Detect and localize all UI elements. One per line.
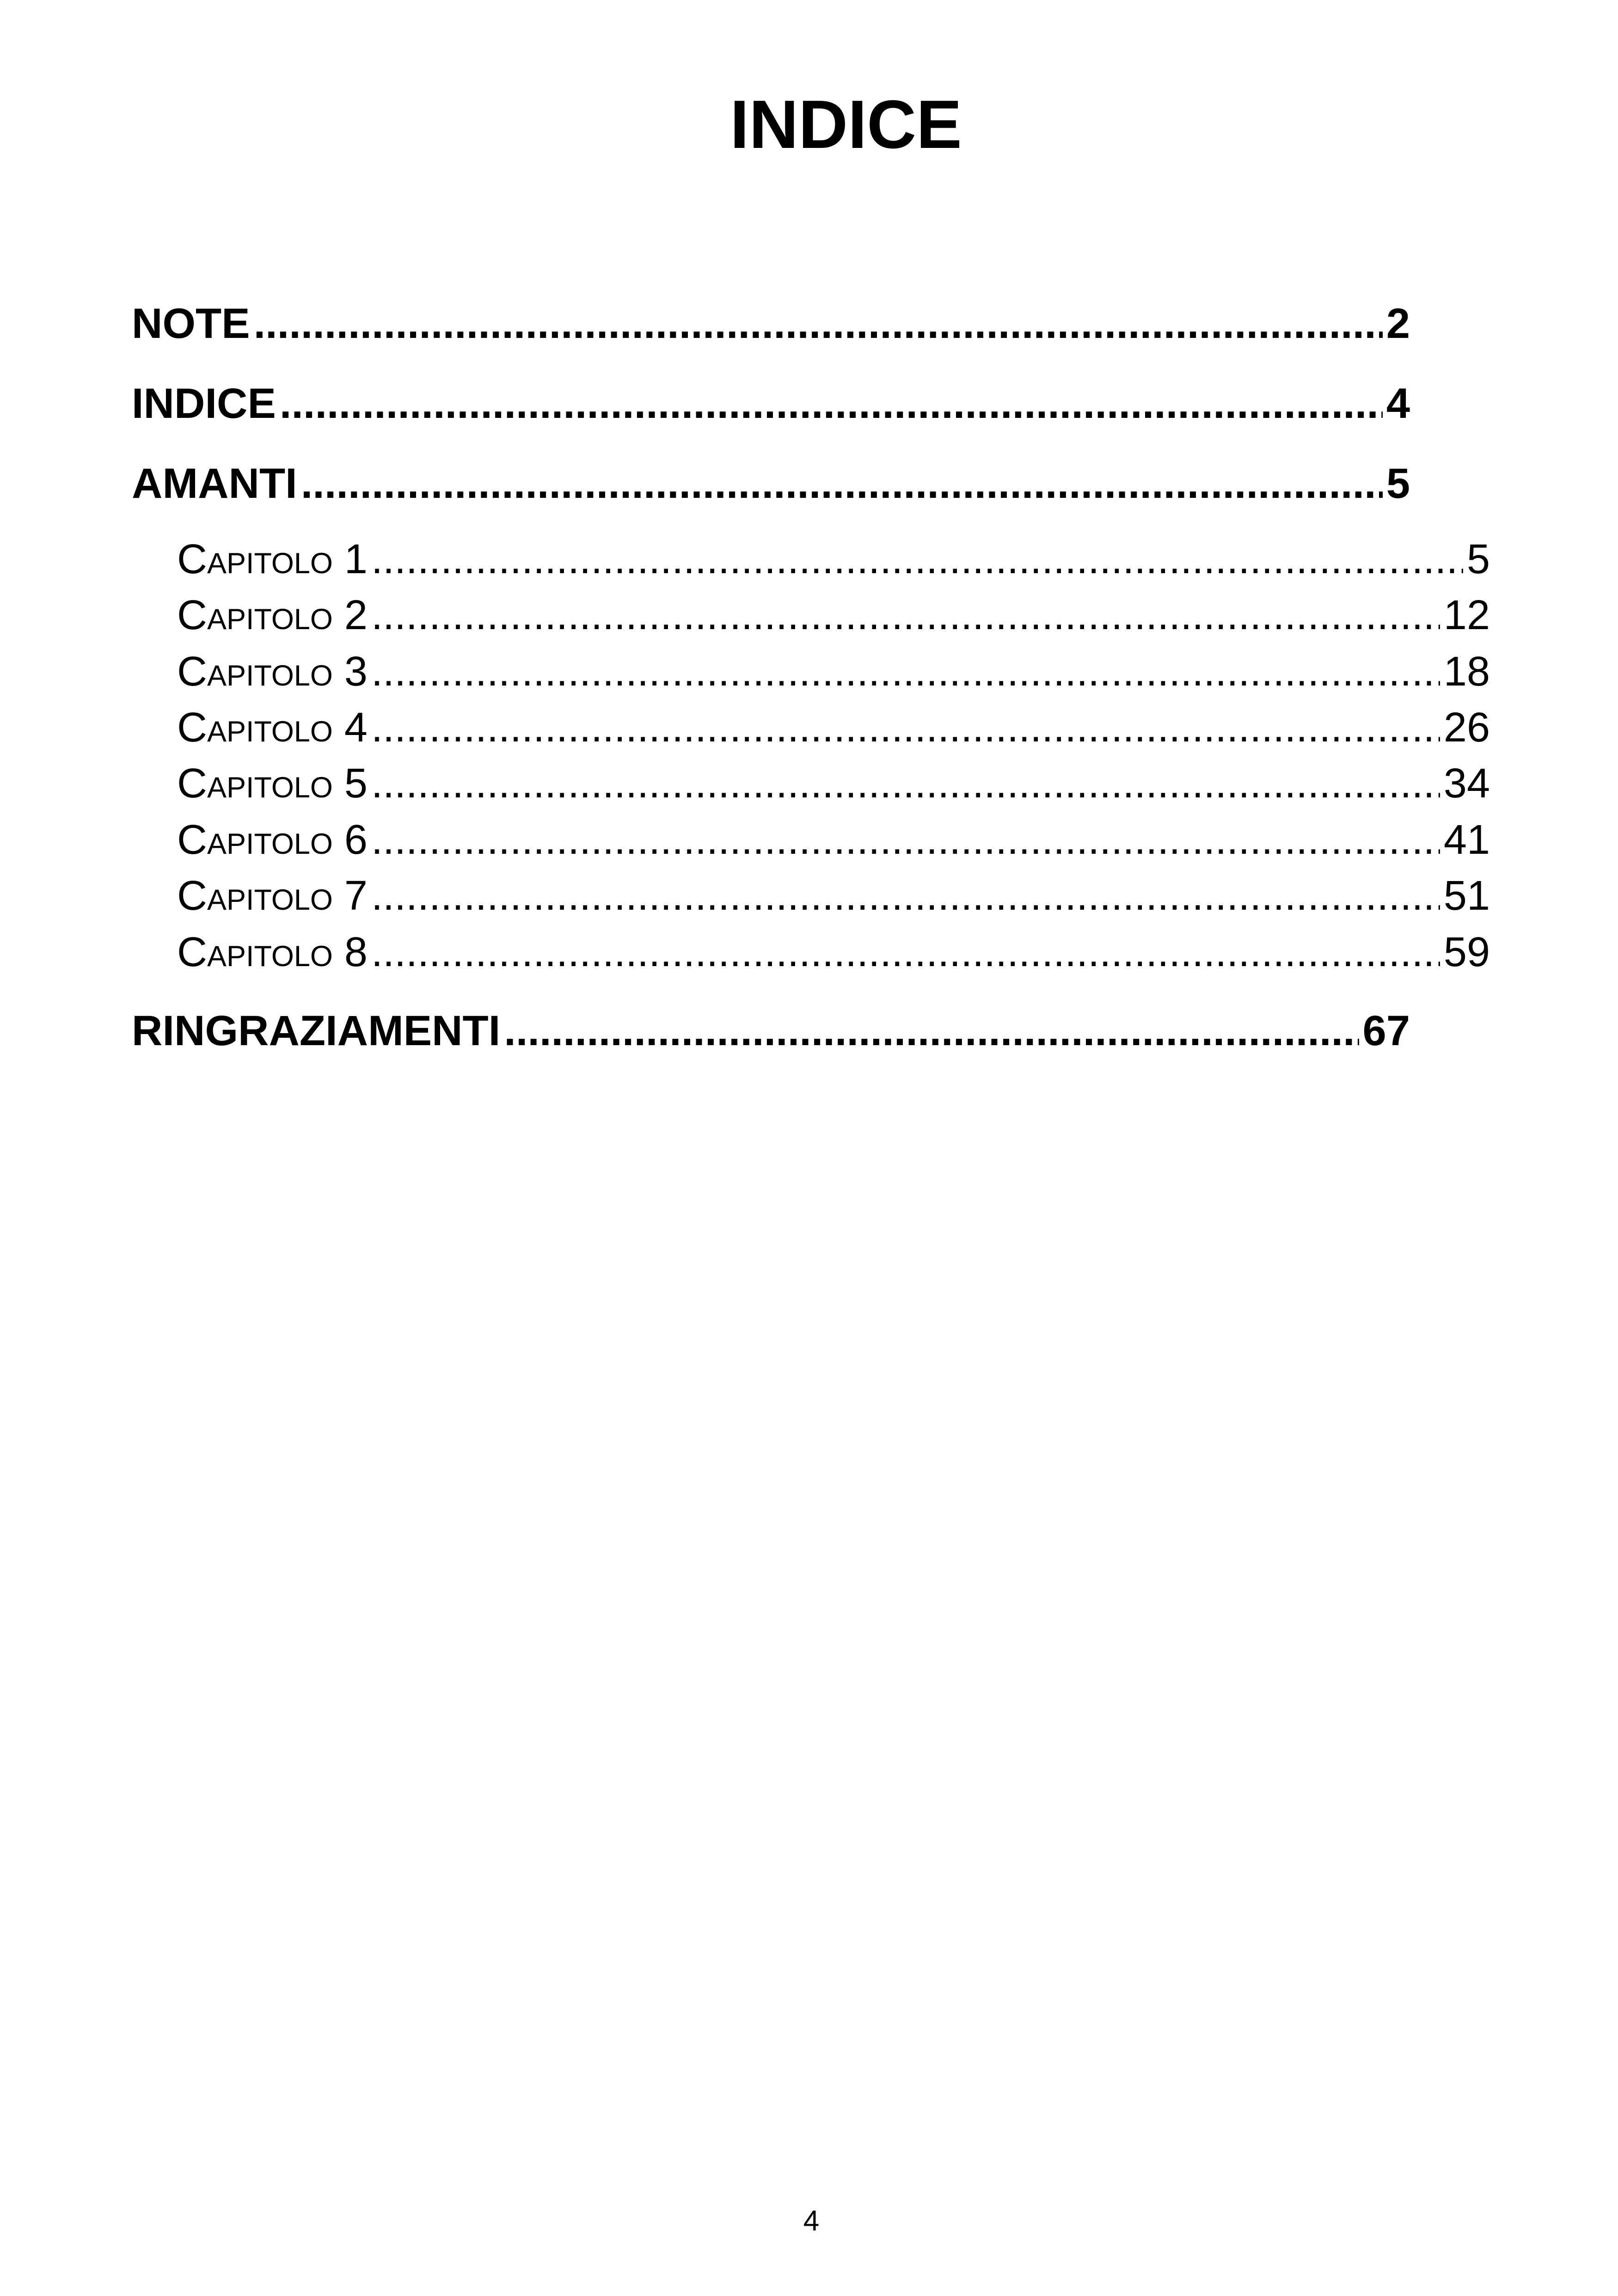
toc-entry-page: 34 bbox=[1443, 760, 1490, 807]
toc-dot-leader bbox=[371, 925, 1440, 980]
toc-entry-capitolo-4[interactable] bbox=[177, 700, 1490, 755]
toc-dot-leader bbox=[371, 868, 1440, 924]
toc-entry-capitolo-3[interactable] bbox=[177, 644, 1490, 699]
toc-entry-capitolo-2[interactable] bbox=[177, 588, 1490, 643]
toc-entry-label: Capitolo 4 bbox=[177, 704, 368, 751]
toc-entry-capitolo-5[interactable] bbox=[177, 756, 1490, 811]
toc-entry-page: 41 bbox=[1443, 817, 1490, 863]
toc-entry-label: NOTE bbox=[132, 300, 250, 347]
toc-entry-label: Capitolo 2 bbox=[177, 592, 368, 638]
toc-dot-leader bbox=[371, 756, 1440, 811]
toc-entry-label: AMANTI bbox=[132, 460, 297, 507]
toc-entry-page: 18 bbox=[1443, 649, 1490, 695]
toc-entry-label: Capitolo 8 bbox=[177, 929, 368, 975]
toc-entry-page: 12 bbox=[1443, 592, 1490, 638]
toc-entry-label: Capitolo 3 bbox=[177, 649, 368, 695]
toc-dot-leader bbox=[371, 588, 1440, 643]
toc-entry-capitolo-8[interactable] bbox=[177, 925, 1490, 980]
toc-entry-label: RINGRAZIAMENTI bbox=[132, 1007, 501, 1054]
toc-entry-page: 5 bbox=[1386, 460, 1410, 507]
page-title: INDICE bbox=[730, 86, 962, 163]
toc-dot-leader bbox=[301, 453, 1383, 514]
toc-entry-page: 2 bbox=[1386, 300, 1410, 347]
toc-dot-leader bbox=[254, 294, 1383, 354]
toc-dot-leader bbox=[371, 812, 1440, 868]
toc-dot-leader bbox=[371, 532, 1463, 587]
toc-entry-page: 4 bbox=[1386, 380, 1410, 427]
toc-entry-page: 59 bbox=[1443, 929, 1490, 975]
toc-entry-page: 67 bbox=[1362, 1007, 1410, 1054]
toc-entry-label: Capitolo 7 bbox=[177, 873, 368, 919]
page-number: 4 bbox=[803, 2205, 820, 2237]
toc-entry-amanti[interactable] bbox=[132, 453, 1410, 514]
toc-entry-label: Capitolo 5 bbox=[177, 760, 368, 807]
toc-entry-indice[interactable] bbox=[132, 373, 1410, 434]
toc-entry-label: INDICE bbox=[132, 380, 276, 427]
toc-dot-leader bbox=[371, 700, 1440, 755]
toc-entry-capitolo-6[interactable] bbox=[177, 812, 1490, 868]
toc-entry-page: 26 bbox=[1443, 704, 1490, 751]
toc-entry-note[interactable] bbox=[132, 294, 1410, 354]
toc-dot-leader bbox=[504, 1001, 1359, 1061]
toc-entry-capitolo-1[interactable] bbox=[177, 532, 1490, 587]
toc-entry-page: 5 bbox=[1466, 536, 1490, 582]
toc-entry-page: 51 bbox=[1443, 873, 1490, 919]
toc-dot-leader bbox=[371, 644, 1440, 699]
toc-entry-ringraziamenti[interactable] bbox=[132, 1001, 1410, 1061]
toc-entry-label: Capitolo 1 bbox=[177, 536, 368, 582]
toc-dot-leader bbox=[280, 373, 1383, 434]
toc-entry-capitolo-7[interactable] bbox=[177, 868, 1490, 924]
toc-entry-label: Capitolo 6 bbox=[177, 817, 368, 863]
